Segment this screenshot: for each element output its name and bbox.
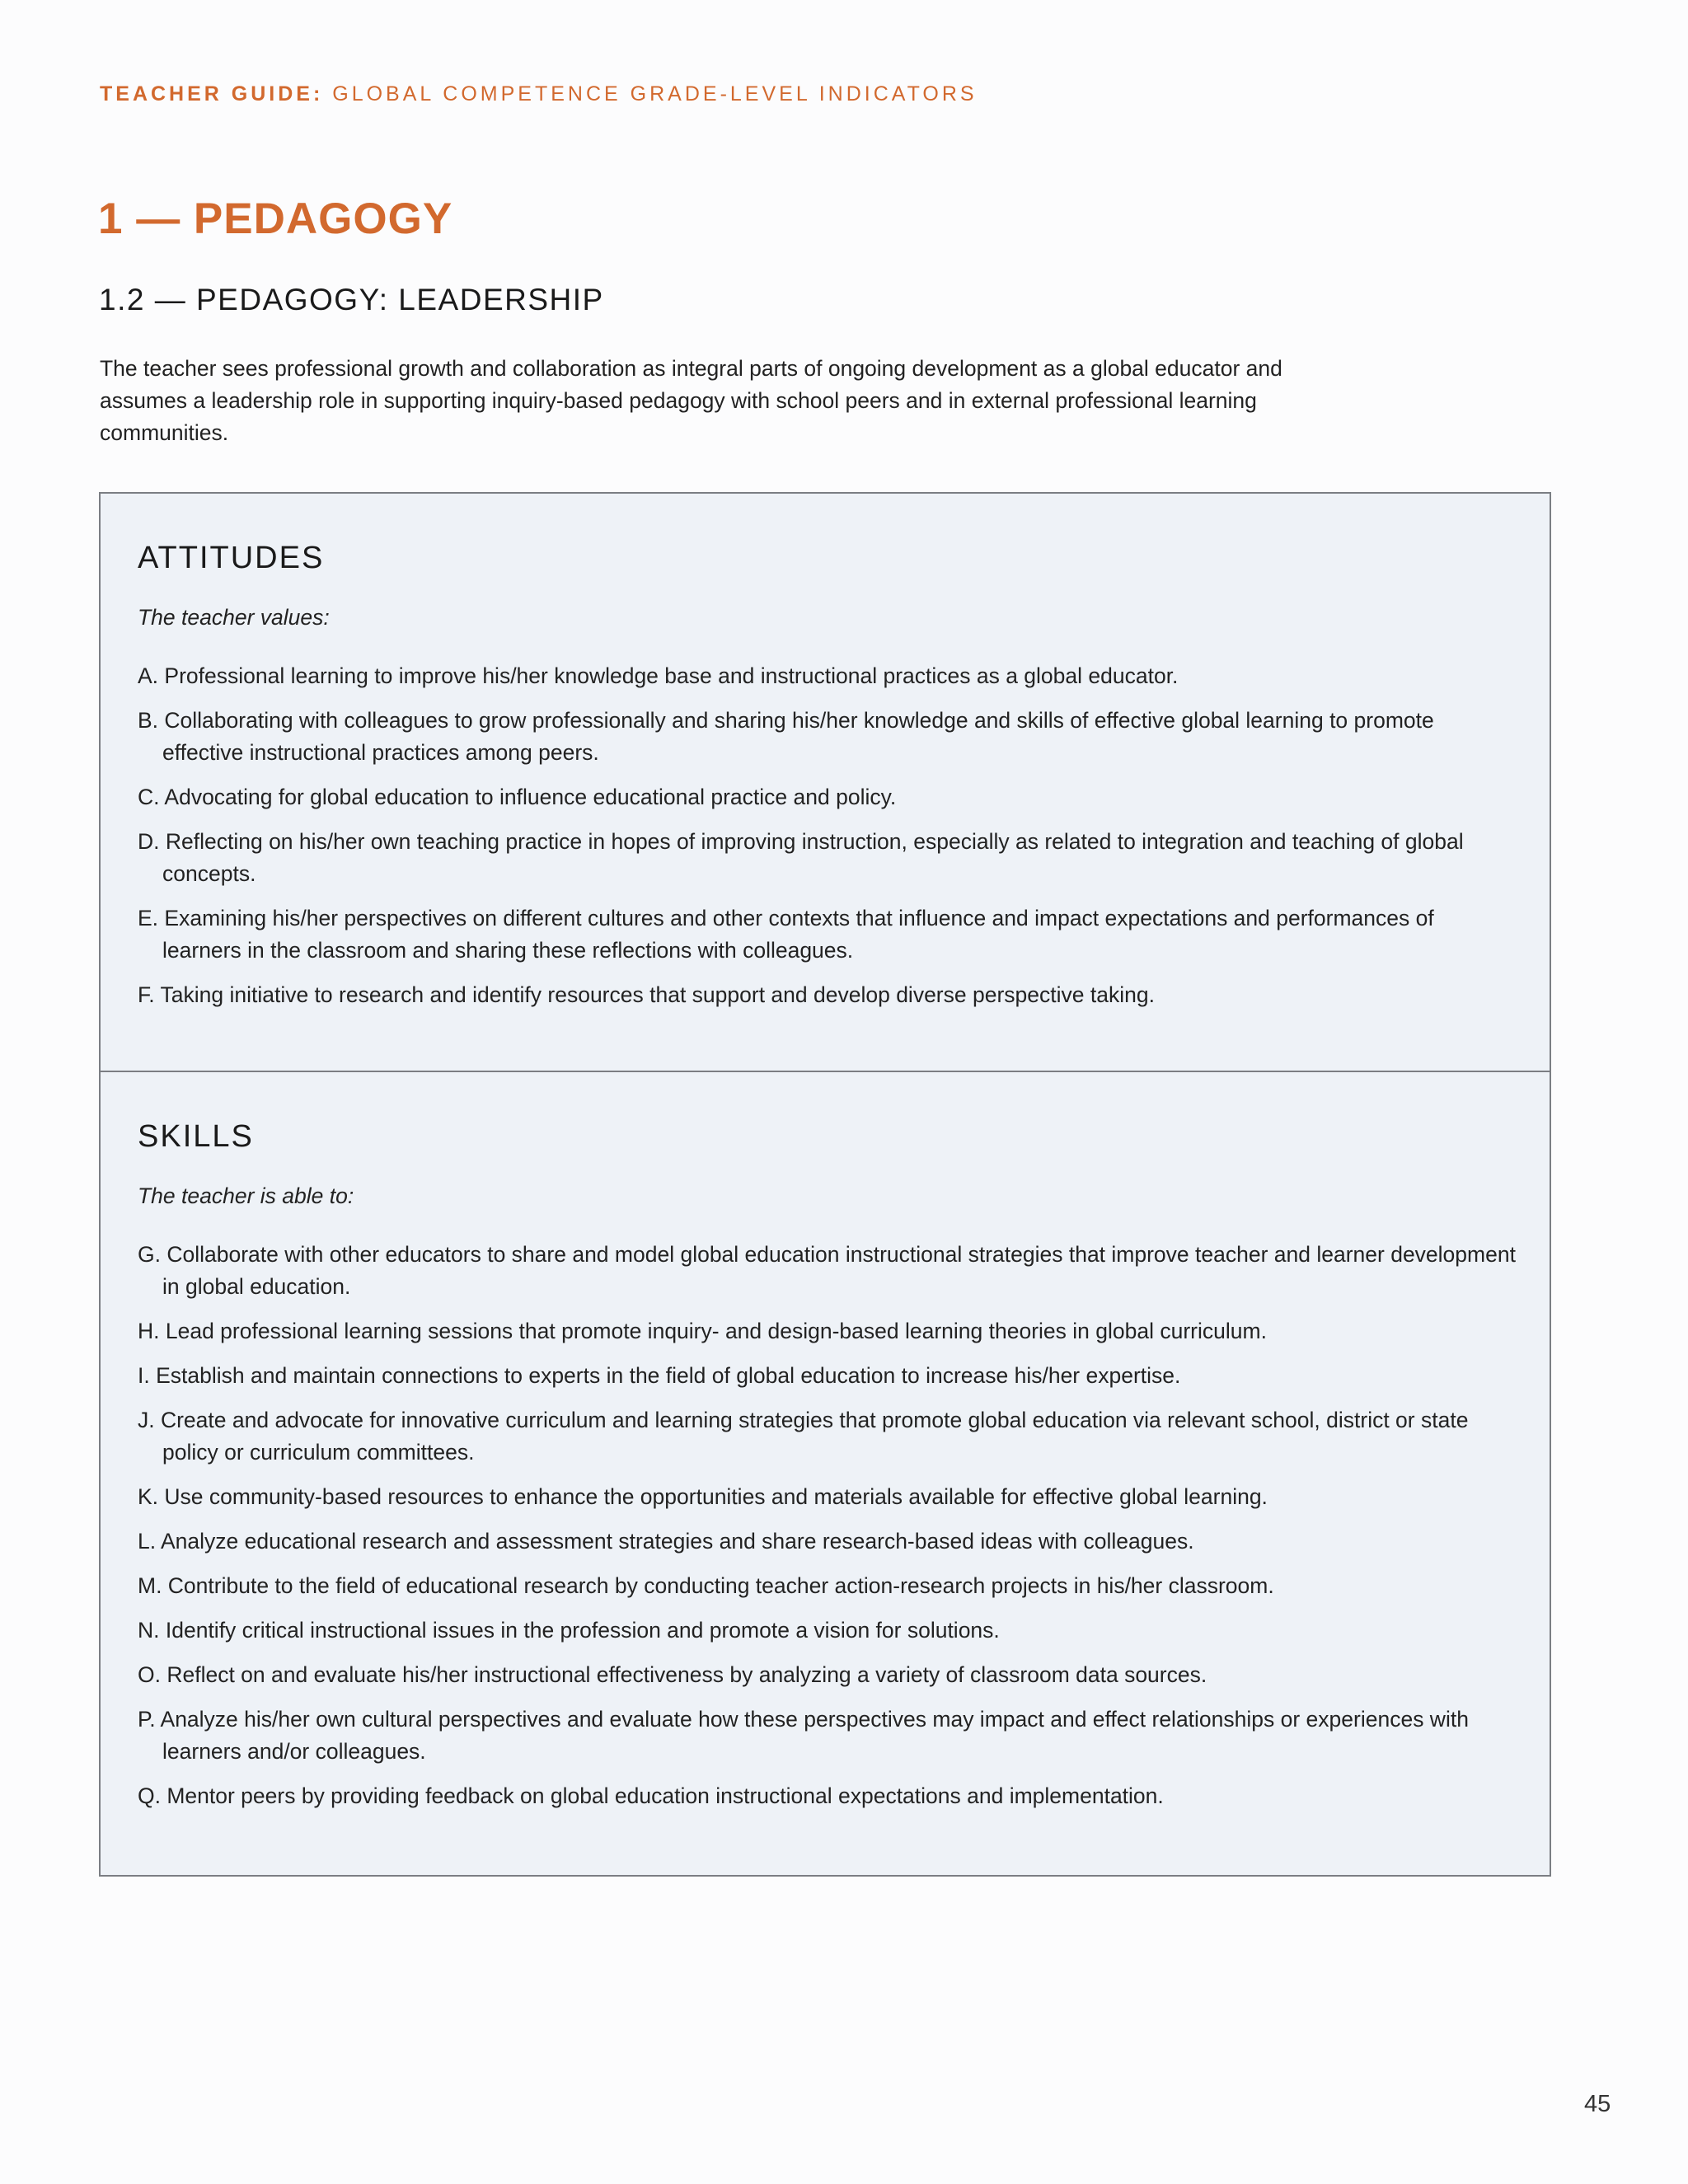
- skill-item: Q. Mentor peers by providing feedback on global education instructional expectations and implementation.: [138, 1783, 1164, 1808]
- attitude-item: C. Advocating for global education to influence educational practice and policy.: [138, 785, 897, 809]
- attitudes-section: [101, 494, 1550, 1072]
- skill-item: O. Reflect on and evaluate his/her instructional effectiveness by analyzing a variety of classroom data sources.: [138, 1662, 1207, 1687]
- attitudes-lead: The teacher values:: [138, 605, 330, 630]
- skill-item: G. Collaborate with other educators to share and model global education instructional strategies that improve teacher and learner development in global education.: [138, 1242, 1516, 1299]
- attitude-item: E. Examining his/her perspectives on different cultures and other contexts that influence and impact expectations and performances of learners in the classroom and sharing these reflections with colleagues.: [138, 906, 1434, 963]
- skills-list: [138, 1239, 1517, 1812]
- intro-paragraph: The teacher sees professional growth and collaboration as integral parts of ongoing development as a global educator and assumes a leadership role in supporting inquiry-based pedagogy with school peers and in external professional learning communities.: [100, 356, 1282, 445]
- section-title: 1 — PEDAGOGY: [98, 194, 453, 243]
- skill-item: P. Analyze his/her own cultural perspectives and evaluate how these perspectives may impact and effect relationships or experiences with learners and/or colleagues.: [138, 1707, 1469, 1764]
- attitude-item: B. Collaborating with colleagues to grow professionally and sharing his/her knowledge and skills of effective global learning to promote effective instructional practices among peers.: [138, 708, 1434, 765]
- subsection-title: 1.2 — PEDAGOGY: LEADERSHIP: [99, 283, 604, 316]
- attitudes-heading: ATTITUDES: [138, 541, 325, 575]
- running-header-subtitle: GLOBAL COMPETENCE GRADE-LEVEL INDICATORS: [323, 82, 978, 105]
- attitude-item: A. Professional learning to improve his/her knowledge base and instructional practices as a global educator.: [138, 663, 1179, 688]
- running-header: [100, 82, 978, 106]
- attitudes-list: [138, 660, 1517, 1011]
- skill-item: L. Analyze educational research and assessment strategies and share research-based ideas with colleagues.: [138, 1529, 1194, 1554]
- attitude-item: F. Taking initiative to research and identify resources that support and develop diverse perspective taking.: [138, 982, 1155, 1007]
- skill-item: I. Establish and maintain connections to experts in the field of global education to increase his/her expertise.: [138, 1363, 1181, 1388]
- skill-item: K. Use community-based resources to enhance the opportunities and materials available for effective global learning.: [138, 1484, 1268, 1509]
- running-header-label: TEACHER GUIDE:: [100, 82, 324, 105]
- skill-item: H. Lead professional learning sessions that promote inquiry- and design-based learning theories in global curriculum.: [138, 1319, 1267, 1343]
- page-number: 45: [1584, 2091, 1611, 2117]
- skill-item: N. Identify critical instructional issues in the profession and promote a vision for solutions.: [138, 1618, 1000, 1643]
- skills-section: [101, 1072, 1550, 1875]
- skill-item: M. Contribute to the field of educational research by conducting teacher action-research projects in his/her classroom.: [138, 1573, 1274, 1598]
- skills-heading: SKILLS: [138, 1119, 254, 1154]
- skill-item: J. Create and advocate for innovative curriculum and learning strategies that promote global education via relevant school, district or state policy or curriculum committees.: [138, 1408, 1469, 1465]
- attitude-item: D. Reflecting on his/her own teaching practice in hopes of improving instruction, especially as related to integration and teaching of global concepts.: [138, 829, 1464, 886]
- skills-lead: The teacher is able to:: [138, 1183, 354, 1208]
- indicators-panel: [99, 492, 1551, 1877]
